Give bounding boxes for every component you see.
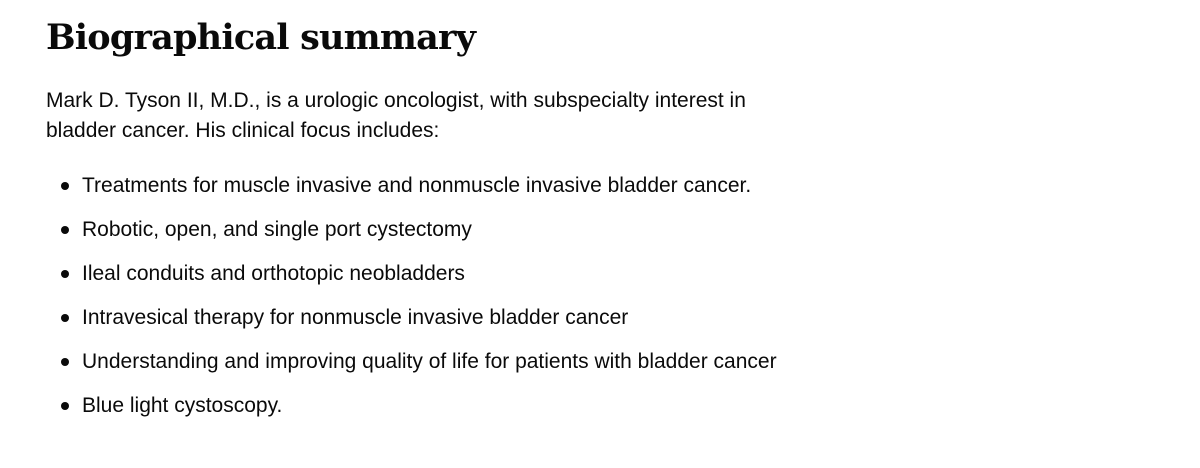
list-item — [46, 214, 782, 245]
list-item-text: Treatments for muscle invasive and nonmuscle invasive bladder cancer. — [82, 174, 752, 197]
biographical-summary-section — [46, 14, 806, 434]
list-item — [46, 346, 782, 377]
bullet-icon — [61, 402, 69, 410]
list-item-text: Intravesical therapy for nonmuscle invasive bladder cancer — [82, 306, 629, 329]
bullet-icon — [61, 270, 69, 278]
clinical-focus-list — [46, 170, 806, 421]
bullet-icon — [61, 182, 69, 190]
list-item — [46, 302, 782, 333]
bullet-icon — [61, 314, 69, 322]
bullet-icon — [61, 358, 69, 366]
list-item — [46, 390, 782, 421]
bullet-icon — [61, 226, 69, 234]
list-item-text: Blue light cystoscopy. — [82, 394, 283, 417]
intro-paragraph: Mark D. Tyson II, M.D., is a urologic oncologist, with subspecialty interest in bladder cancer. His clinical focus includes: — [46, 89, 746, 142]
list-item — [46, 258, 782, 289]
list-item-text: Understanding and improving quality of life for patients with bladder cancer — [82, 350, 777, 373]
list-item-text: Ileal conduits and orthotopic neobladders — [82, 262, 465, 285]
section-title: Biographical summary — [46, 17, 476, 58]
list-item-text: Robotic, open, and single port cystectomy — [82, 218, 472, 241]
list-item — [46, 170, 782, 201]
